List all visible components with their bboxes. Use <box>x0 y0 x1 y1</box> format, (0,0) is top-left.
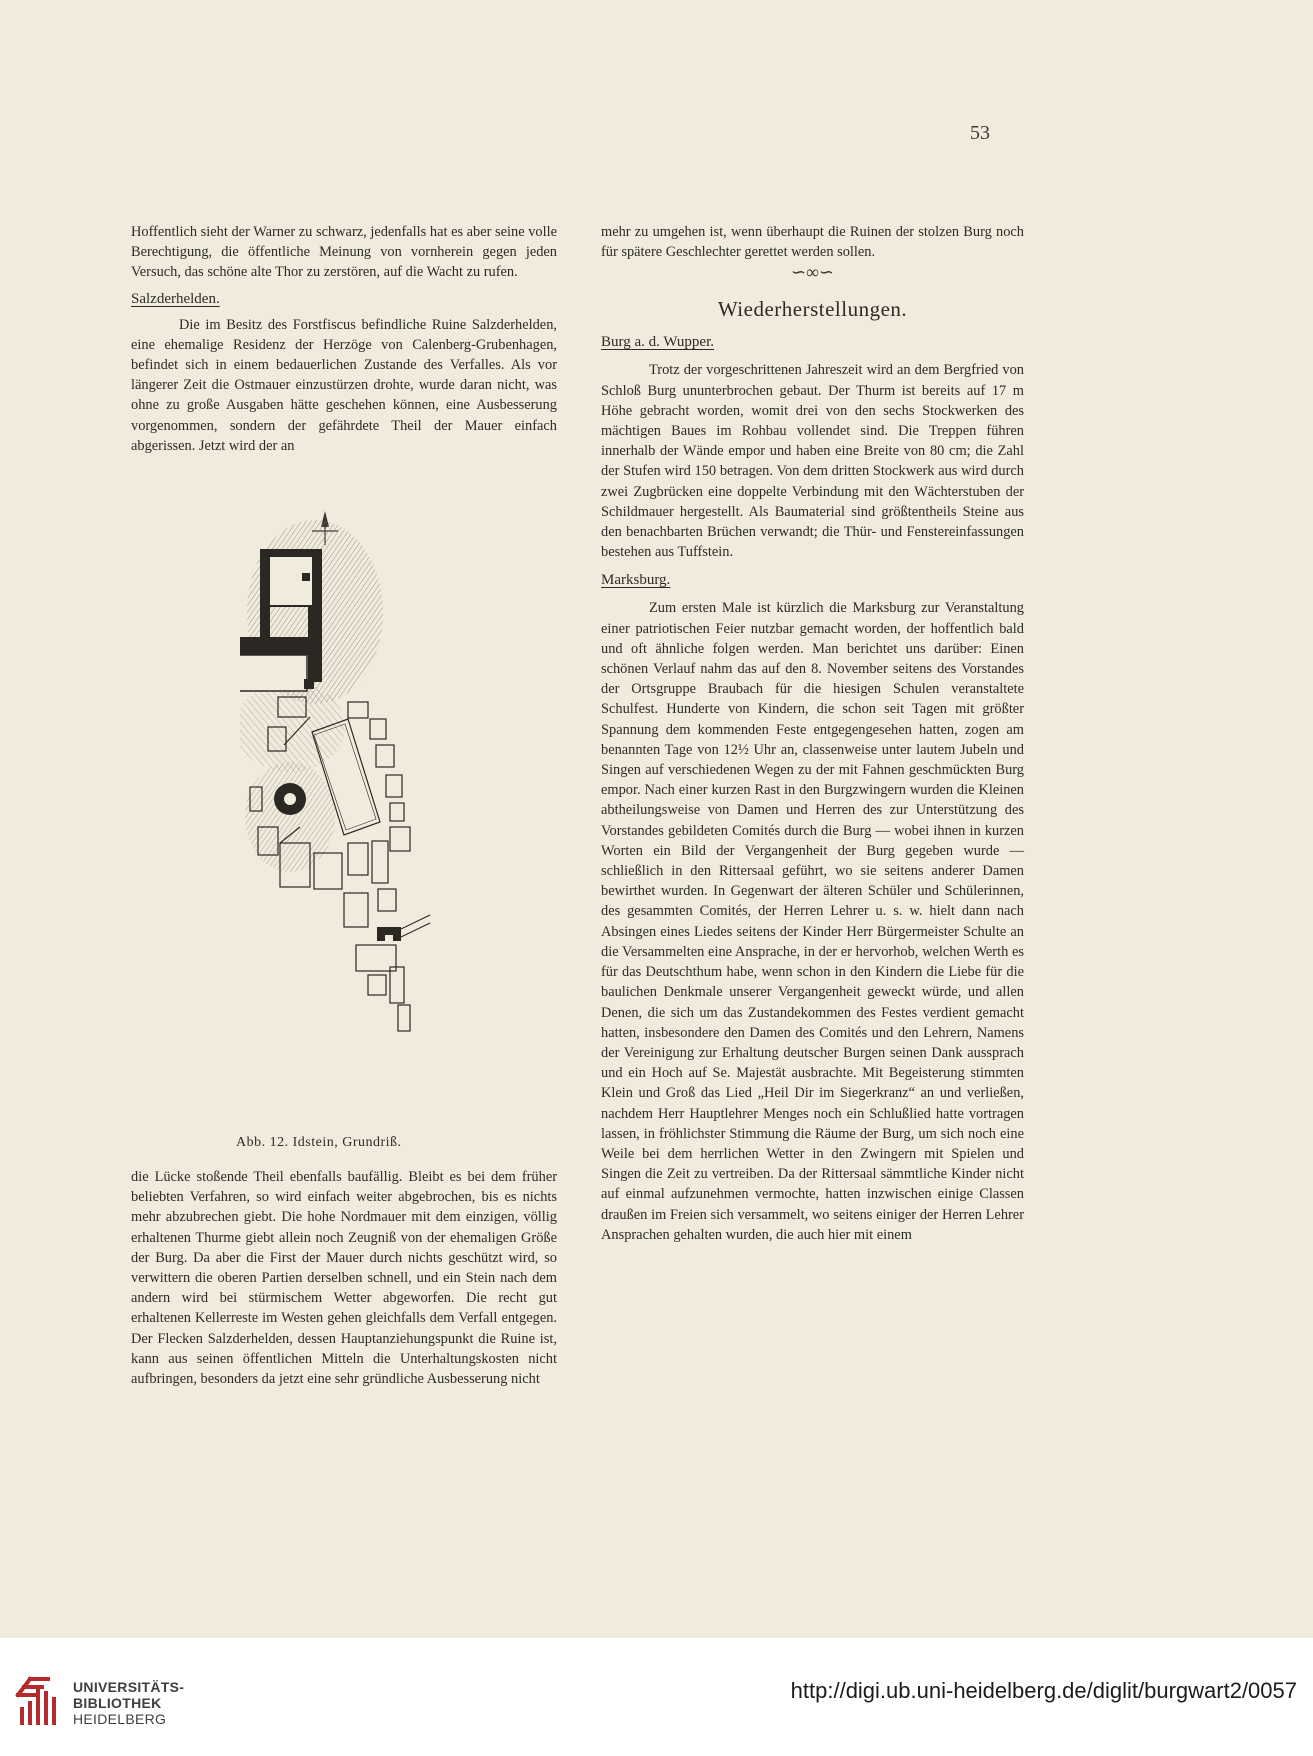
burg-wupper-paragraph: Trotz der vorgeschrittenen Jahreszeit wird an dem Bergfried von Schloß Burg ununterbrochen gebaut. Der Thurm ist bereits auf 17 m Höhe gebracht worden, womit drei von den sechs Stockwerken des mächtigen Baues im Rohbau vollendet sind. Die Treppen führen innerhalb der Wände empor und haben eine Breite von 80 cm; die Zahl der Stufen wird 150 betragen. Von dem dritten Stockwerk aus wird durch zwei Zugbrücken eine doppelte Verbindung mit den Wächterstuben der Schildmauer hergestellt. Als Baumaterial sind größtentheils Steine aus den benachbarten Brüchen verwandt; die Thür- und Fenstereinfassungen bestehen aus Tuffstein. <box>601 362 1024 561</box>
university-library-logo-icon[interactable] <box>14 1675 62 1729</box>
page-number: 53 <box>970 122 990 144</box>
left-column-bottom <box>131 1167 557 1389</box>
left-column-top <box>131 222 557 456</box>
right-column <box>601 222 1024 1245</box>
figure-caption: Abb. 12. Idstein, Grundriß. <box>236 1135 402 1150</box>
ornament-divider: ∽∞∽ <box>791 262 834 283</box>
salzderhelden-paragraph-2: die Lücke stoßende Theil ebenfalls baufällig. Bleibt es bei dem früher beliebten Verfahren, so wird einfach weiter abgebrochen, bis es nichts mehr abzubrechen giebt. Die hohe Nordmauer mit dem einzigen, völlig erhaltenen Thurme giebt allein noch Zeugniß von der ehemaligen Größe der Burg. Da aber die First der Mauer durch nichts geschützt wird, so verwittern die oberen Partien derselben schnell, und ein Stein nach dem andern wird bei stürmischem Wetter abgeworfen. Die recht gut erhaltenen Kellerreste im Westen gehen gleichfalls dem Verfall entgegen. Der Flecken Salzderhelden, dessen Hauptanziehungspunkt die Ruine ist, kann aus seinen öffentlichen Mitteln die Unterhaltungskosten nicht aufbringen, besonders da jetzt eine sehr gründliche Ausbesserung nicht <box>131 1169 557 1388</box>
continuation-paragraph: mehr zu umgehen ist, wenn überhaupt die Ruinen der stolzen Burg noch für spätere Geschlechter gerettet werden sollen. <box>601 224 1024 261</box>
section-heading-burg-wupper: Burg a. d. Wupper. <box>601 334 714 351</box>
library-line-2: BIBLIOTHEK <box>73 1695 162 1711</box>
university-library-logo-text[interactable] <box>73 1679 184 1727</box>
marksburg-paragraph: Zum ersten Male ist kürzlich die Marksburg zur Veranstaltung einer patriotischen Feier nutzbar gemacht worden, der hoffentlich bald und oft ähnliche folgen werden. Man berichtet uns darüber: Einen schönen Verlauf nahm das auf den 8. November seitens des Vorstandes der Ortsgruppe Braubach für die hiesigen Schulen veranstaltete Schulfest. Hunderte von Kindern, die schon seit Tagen mit größter Spannung dem kommenden Feste entgegengesehen hatten, zogen am benannten Tage von 12½ Uhr an, classenweise unter lautem Jubeln und Singen auf verschiedenen Wegen zu der mit Fahnen geschmückten Burg empor. Nach einer kurzen Rast in den Burgzwingern wurden die Kleinen abtheilungsweise von Damen und Herren des zur Unterstützung des Vorstandes gebildeten Comités durch die Burg — wobei ihnen in kurzen Worten ein Bild der Vergangenheit der Burg gegeben wurde — schließlich in den Rittersaal geführt, wo sie seitens anderer Damen bewirthet wurden. In Gegenwart der älteren Schüler und Schülerinnen, des gesammten Comités, der Herren Lehrer u. s. w. hielt dann nach Absingen eines Liedes seitens der Kinder Herr Bürgermeister Schulte an die Versammelten eine Ansprache, in der er hervorhob, welchen Werth es für das Deutschthum habe, wenn schon in den Kindern die Liebe für die baulichen Denkmale unserer Vergangenheit geweckt würde, und allen Denen, die sich um das Zustandekommen des Festes verdient gemacht hatten, insbesondere den Damen des Comités und den Lehrern, Namens der Vereinigung zur Erhaltung deutscher Burgen seinen Dank aussprach und ein Hoch auf Se. Majestät ausbrachte. Mit Begeisterung stimmten Klein und Groß das Lied „Heil Dir im Siegerkranz“ an und verließen, nachdem Herr Hauptlehrer Menges noch ein Schlußlied hatte vortragen lassen, in fröhlichster Stimmung die Räume der Burg, um sich noch eine Weile bei dem herrlichen Wetter in den Zwingern mit Spielen und Singen die Zeit zu vertreiben. Da der Rittersaal sämmtliche Kinder nicht auf einmal aufzunehmen vermochte, hatten inzwischen einige Classen draußen im Freien sich versammelt, wo seitens einiger der Herren Lehrer Ansprachen gehalten wurden, die auch hier mit einem <box>601 600 1024 1243</box>
source-url-link[interactable]: http://digi.ub.uni-heidelberg.de/diglit/burgwart2/0057 <box>790 1678 1297 1703</box>
salzderhelden-paragraph-1: Die im Besitz des Forstfiscus befindliche Ruine Salzderhelden, eine ehemalige Residenz der Herzöge von Calenberg-Grubenhagen, befindet sich in einem bedauerlichen Zustande des Verfalles. Als vor längerer Zeit die Ostmauer einzustürzen drohte, wurde daran nicht, was ohne zu große Ausgaben hätte geschehen können, eine Ausbesserung vorgenommen, sondern der gefährdete Theil der Mauer einfach abgerissen. Jetzt wird der an <box>131 316 557 454</box>
article-title: Wiederherstellungen. <box>717 297 908 322</box>
library-line-1: UNIVERSITÄTS- <box>73 1679 185 1695</box>
section-heading-salzderhelden: Salzderhelden. <box>131 290 220 307</box>
intro-paragraph: Hoffentlich sieht der Warner zu schwarz, jedenfalls hat es aber seine volle Berechtigung, die öffentliche Meinung von vornherein gegen jeden Versuch, das schöne alte Thor zu zerstören, auf die Wacht zu rufen. <box>131 224 557 281</box>
section-heading-marksburg: Marksburg. <box>601 572 671 589</box>
idstein-floor-plan-figure <box>240 497 486 1117</box>
gate <box>377 915 430 941</box>
round-tower <box>274 783 306 815</box>
library-line-3: HEIDELBERG <box>73 1711 167 1727</box>
